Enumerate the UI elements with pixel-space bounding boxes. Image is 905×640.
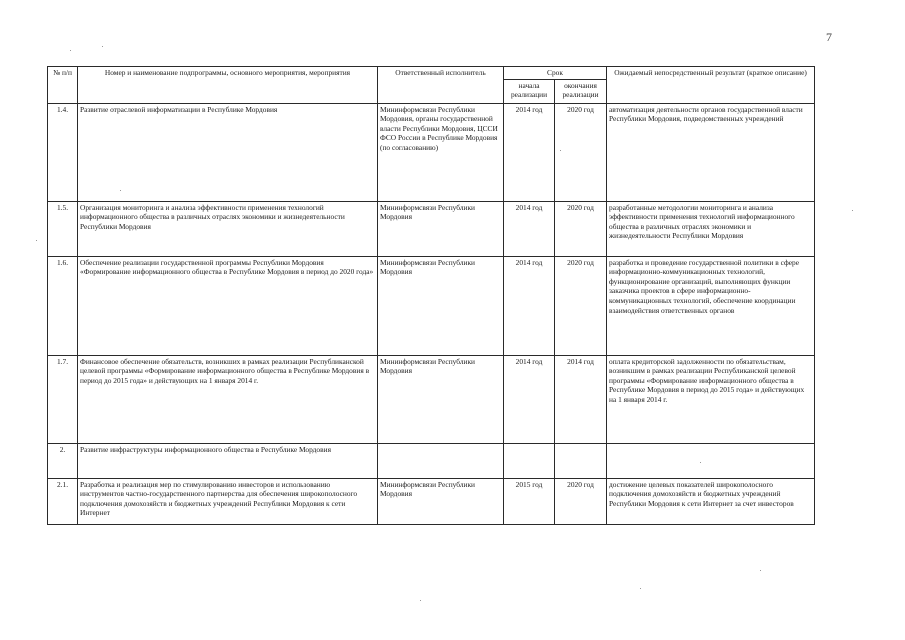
header-name: Номер и наименование подпрограммы, основного мероприятия, мероприятия [78,67,378,104]
table-row [48,201,815,256]
row-name: Обеспечение реализации государственной программы Республики Мордовия «Формирование информационного общества в Республике Мордовия в период до 2020 года» [78,256,378,355]
scan-speck [640,588,641,589]
row-start: 2014 год [504,103,555,201]
header-row [48,67,815,80]
scan-speck [760,570,761,571]
row-name: Развитие отраслевой информатизации в Республике Мордовия [78,103,378,201]
scan-speck [102,46,103,47]
row-result: разработка и проведение государственной политики в сфере информационно-коммуникационных технологий, функционирование организаций, выполняющих функции заказчика проектов в сфере информационно-коммуникационных технологий, обеспечение координации взаимодействия ответственных органов [607,256,815,355]
header-result: Ожидаемый непосредственный результат (краткое описание) [607,67,815,104]
scan-speck [120,190,121,191]
row-end [555,443,607,478]
section-title: Развитие инфраструктуры информационного общества в Республике Мордовия [78,443,378,478]
row-end: 2020 год [555,478,607,524]
table-row [48,478,815,524]
section-row [48,443,815,478]
row-start: 2015 год [504,478,555,524]
scan-speck [36,240,37,241]
header-end: окончания реализации [555,79,607,103]
row-start: 2014 год [504,256,555,355]
page-number: 7 [826,30,832,44]
row-num: 1.6. [48,256,78,355]
row-end: 2020 год [555,256,607,355]
row-end: 2020 год [555,103,607,201]
row-name: Разработка и реализация мер по стимулированию инвесторов и использованию инструментов частно-государственного партнерства для обеспечения широкополосного подключения домохозяйств и бюджетных учреждений Республики Мордовия к сети Интернет [78,478,378,524]
scan-speck [700,462,701,463]
row-executor: Мининформсвязи Республики Мордовия [378,256,504,355]
scan-speck [420,600,421,601]
row-start: 2014 год [504,201,555,256]
row-executor: Мининформсвязи Республики Мордовия, органы государственной власти Республики Мордовия, ЦССИ ФСО России в Республике Мордовия (по согласованию) [378,103,504,201]
row-start: 2014 год [504,355,555,443]
section-num: 2. [48,443,78,478]
row-executor: Мининформсвязи Республики Мордовия [378,478,504,524]
row-result: автоматизация деятельности органов государственной власти Республики Мордовия, подведомственных учреждений [607,103,815,201]
row-result: достижение целевых показателей широкополосного подключения домохозяйств и бюджетных учреждений Республики Мордовия к сети Интернет за счет инвесторов [607,478,815,524]
scan-speck [70,50,71,51]
scan-speck [852,210,853,211]
header-start: начала реализации [504,79,555,103]
row-executor [378,443,504,478]
row-name: Финансовое обеспечение обязательств, возникших в рамках реализации Республиканской целевой программы «Формирование информационного общества в Республике Мордовия в период до 2015 года» и действующих на 1 января 2014 г. [78,355,378,443]
row-start [504,443,555,478]
row-executor: Мининформсвязи Республики Мордовия [378,355,504,443]
row-num: 1.5. [48,201,78,256]
row-executor: Мининформсвязи Республики Мордовия [378,201,504,256]
row-name: Организация мониторинга и анализа эффективности применения технологий информационного общества в различных отраслях экономики и жизнедеятельности Республики Мордовия [78,201,378,256]
scan-speck [560,150,561,151]
table-row [48,103,815,201]
header-term: Срок [504,67,607,80]
row-end: 2020 год [555,201,607,256]
table-row [48,355,815,443]
row-end: 2014 год [555,355,607,443]
header-executor: Ответственный исполнитель [378,67,504,104]
header-num: № п/п [48,67,78,104]
table-row [48,256,815,355]
program-events-table [47,66,815,525]
row-result [607,443,815,478]
row-result: оплата кредиторской задолженности по обязательствам, возникшим в рамках реализации Республиканской целевой программы «Формирование информационного общества в Республике Мордовия в период до 2015 года» и действующих на 1 января 2014 г. [607,355,815,443]
row-num: 2.1. [48,478,78,524]
row-num: 1.4. [48,103,78,201]
row-num: 1.7. [48,355,78,443]
row-result: разработанные методологии мониторинга и анализа эффективности применения технологий информационного общества в различных отраслях экономики и жизнедеятельности Республики Мордовия [607,201,815,256]
